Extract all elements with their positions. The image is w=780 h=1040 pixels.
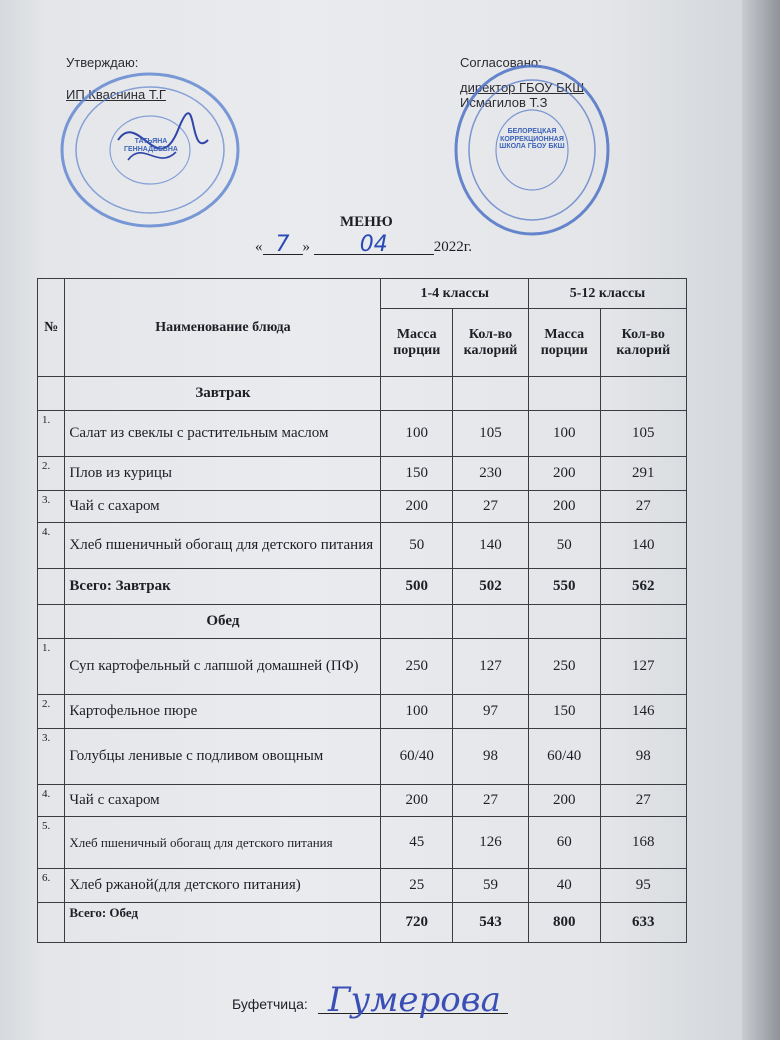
row-number: 1. [38, 639, 65, 695]
calories-5-12: 146 [600, 695, 686, 729]
dish-name: Хлеб ржаной(для детского питания) [65, 869, 381, 903]
calories-1-4: 127 [453, 639, 529, 695]
calories-1-4: 126 [453, 817, 529, 869]
background-edge [742, 0, 780, 1040]
breakfast-total-c2: 562 [600, 569, 686, 605]
calories-5-12: 105 [600, 411, 686, 457]
row-number: 1. [38, 411, 65, 457]
mass-1-4: 250 [381, 639, 453, 695]
lunch-title: Обед [65, 605, 381, 639]
breakfast-total-c1: 502 [453, 569, 529, 605]
date-year: 2022г. [433, 239, 472, 255]
group1-mass-header: Масса порции [381, 309, 453, 377]
agreed-position: директор ГБОУ БКШ [460, 80, 585, 95]
date-line [255, 232, 472, 257]
calories-5-12: 168 [600, 817, 686, 869]
mass-1-4: 200 [381, 785, 453, 817]
col-num-header: № [38, 279, 65, 377]
row-number: 5. [38, 817, 65, 869]
row-number: 3. [38, 729, 65, 785]
date-day: 7 [263, 236, 303, 255]
calories-1-4: 105 [453, 411, 529, 457]
table-row [38, 411, 687, 457]
dish-name: Салат из свеклы с растительным маслом [65, 411, 381, 457]
mass-5-12: 40 [528, 869, 600, 903]
mass-1-4: 100 [381, 695, 453, 729]
mass-1-4: 45 [381, 817, 453, 869]
mass-5-12: 200 [528, 491, 600, 523]
table-row [38, 491, 687, 523]
breakfast-total-label: Всего: Завтрак [65, 569, 381, 605]
row-number: 2. [38, 695, 65, 729]
date-month: 04 [314, 236, 434, 255]
mass-5-12: 50 [528, 523, 600, 569]
calories-5-12: 27 [600, 785, 686, 817]
row-number: 4. [38, 523, 65, 569]
calories-5-12: 95 [600, 869, 686, 903]
dish-name: Чай с сахаром [65, 785, 381, 817]
table-row [38, 523, 687, 569]
agreed-label: Согласовано: [460, 55, 542, 70]
row-number: 2. [38, 457, 65, 491]
calories-5-12: 291 [600, 457, 686, 491]
mass-5-12: 250 [528, 639, 600, 695]
footer-label: Буфетчица: [232, 996, 308, 1012]
mass-1-4: 50 [381, 523, 453, 569]
left-stamp-text: ТАТЬЯНА ГЕННАДЬЕВНА [124, 138, 178, 153]
mass-5-12: 200 [528, 785, 600, 817]
dish-name: Хлеб пшеничный обогащ для детского питания [65, 523, 381, 569]
calories-1-4: 27 [453, 785, 529, 817]
dish-name: Голубцы ленивые с подливом овощным [65, 729, 381, 785]
approve-label: Утверждаю: [66, 55, 139, 70]
lunch-section-row [38, 605, 687, 639]
date-open-quote: « [255, 239, 263, 255]
breakfast-total-m2: 550 [528, 569, 600, 605]
lunch-total-c2: 633 [600, 903, 686, 943]
breakfast-total-row [38, 569, 687, 605]
mass-5-12: 60 [528, 817, 600, 869]
approve-name: ИП Кваснина Т.Г [66, 87, 166, 102]
mass-1-4: 150 [381, 457, 453, 491]
page-title: МЕНЮ [340, 214, 393, 230]
calories-1-4: 97 [453, 695, 529, 729]
calories-1-4: 98 [453, 729, 529, 785]
calories-1-4: 230 [453, 457, 529, 491]
mass-1-4: 200 [381, 491, 453, 523]
mass-5-12: 200 [528, 457, 600, 491]
dish-name: Суп картофельный с лапшой домашней (ПФ) [65, 639, 381, 695]
breakfast-total-m1: 500 [381, 569, 453, 605]
dish-name: Чай с сахаром [65, 491, 381, 523]
calories-1-4: 27 [453, 491, 529, 523]
mass-5-12: 60/40 [528, 729, 600, 785]
table-row [38, 785, 687, 817]
calories-1-4: 59 [453, 869, 529, 903]
lunch-total-label: Всего: Обед [65, 903, 381, 943]
col-name-header: Наименование блюда [65, 279, 381, 377]
calories-5-12: 27 [600, 491, 686, 523]
date-close-quote: » [302, 239, 310, 255]
breakfast-section-row [38, 377, 687, 411]
mass-1-4: 60/40 [381, 729, 453, 785]
mass-5-12: 150 [528, 695, 600, 729]
table-row [38, 695, 687, 729]
calories-1-4: 140 [453, 523, 529, 569]
group2-cal-header: Кол-во калорий [600, 309, 686, 377]
row-number: 4. [38, 785, 65, 817]
table-row [38, 729, 687, 785]
lunch-total-m1: 720 [381, 903, 453, 943]
table-row [38, 457, 687, 491]
group1-cal-header: Кол-во калорий [453, 309, 529, 377]
dish-name: Плов из курицы [65, 457, 381, 491]
lunch-total-c1: 543 [453, 903, 529, 943]
lunch-total-m2: 800 [528, 903, 600, 943]
menu-table [37, 278, 687, 943]
calories-5-12: 98 [600, 729, 686, 785]
signature: Гумерова [328, 980, 501, 1020]
right-stamp-text: БЕЛОРЕЦКАЯ КОРРЕКЦИОННАЯ ШКОЛА ГБОУ БКШ [499, 128, 565, 151]
mass-1-4: 25 [381, 869, 453, 903]
group1-header: 1-4 классы [381, 279, 528, 309]
row-number: 6. [38, 869, 65, 903]
row-number: 3. [38, 491, 65, 523]
table-row [38, 639, 687, 695]
breakfast-title: Завтрак [65, 377, 381, 411]
dish-name: Хлеб пшеничный обогащ для детского питания [65, 817, 381, 869]
mass-5-12: 100 [528, 411, 600, 457]
mass-1-4: 100 [381, 411, 453, 457]
agreed-name: Исмагилов Т.З [460, 95, 548, 110]
left-stamp [58, 70, 243, 230]
dish-name: Картофельное пюре [65, 695, 381, 729]
lunch-total-row [38, 903, 687, 943]
table-row [38, 869, 687, 903]
group2-mass-header: Масса порции [528, 309, 600, 377]
calories-5-12: 127 [600, 639, 686, 695]
group2-header: 5-12 классы [528, 279, 686, 309]
table-row [38, 817, 687, 869]
calories-5-12: 140 [600, 523, 686, 569]
right-stamp [452, 62, 612, 237]
